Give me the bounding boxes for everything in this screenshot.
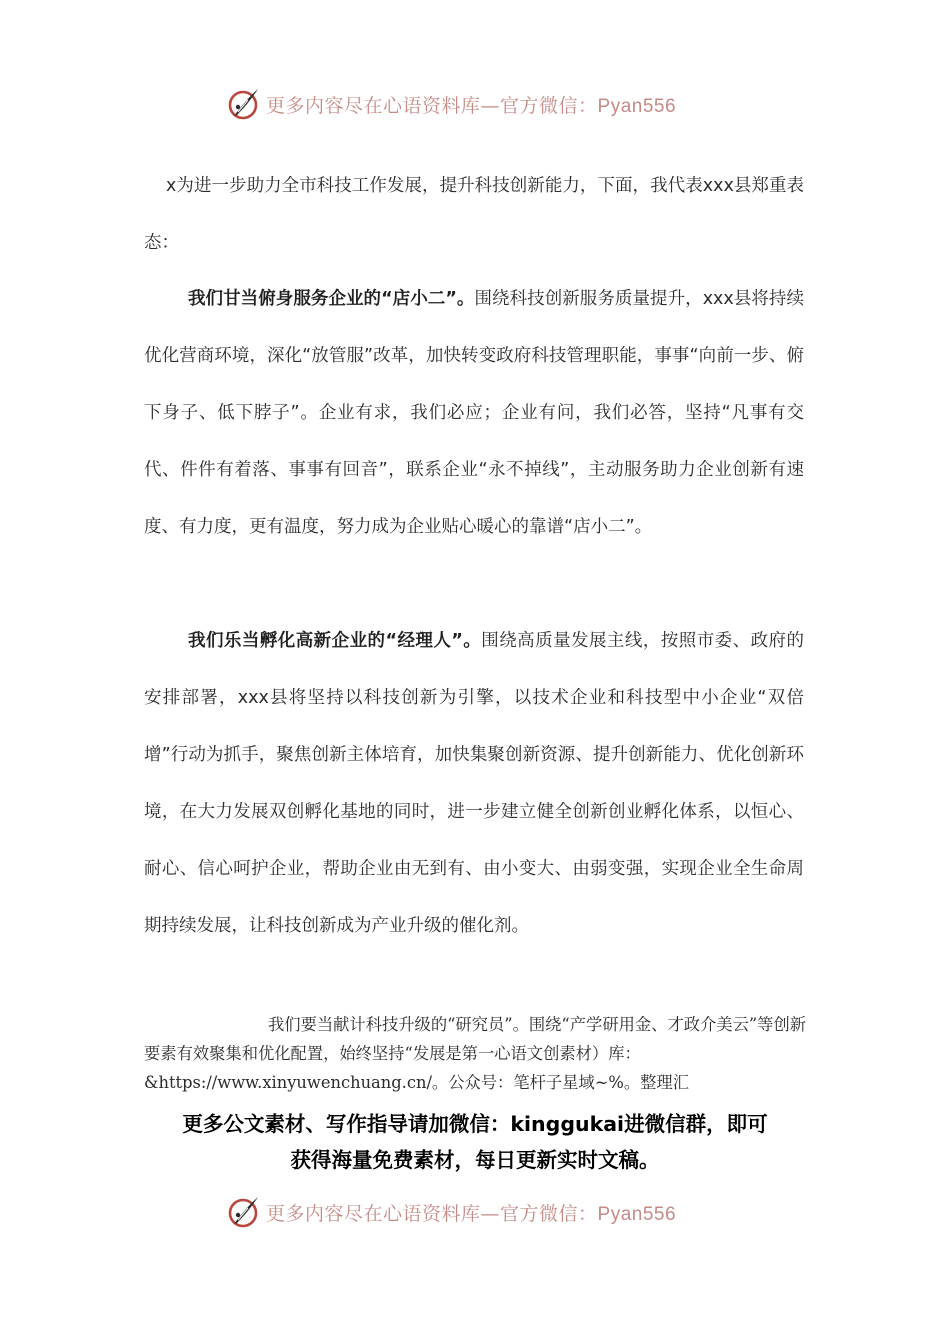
footer-banner [226,1192,746,1232]
quill-logo-icon [226,86,262,122]
quill-logo-icon [226,1194,262,1230]
promo-line-2: 获得海量免费素材，每日更新实时文稿。 [290,1148,660,1172]
paragraph-text: 我们要当献计科技升级的“研究员”。围绕“产学研用金、才政介美云”等创新要素有效聚集和优化配置，始终坚持“发展是第一心语文创素材）库：&https://www.xinyuwenchuang.cn/。公众号：笔杆子星域~%。整理汇 [144,1015,807,1092]
promo-notice [120,1106,830,1178]
promo-line-1: 更多公文素材、写作指导请加微信：kinggukai进微信群，即可 [182,1112,768,1136]
paragraph-researcher [144,1010,808,1097]
intro-text: x为进一步助力全市科技工作发展，提升科技创新能力，下面，我代表xxx县郑重表态： [144,176,804,253]
wechat-id: Pyan556 [597,1203,677,1225]
paragraph-text: 围绕高质量发展主线，按照市委、政府的安排部署，xxx县将坚持以科技创新为引擎，以技术企业和科技型中小企业“双倍增”行动为抓手，聚焦创新主体培育，加快集聚创新资源、提升创新能力、优化创新环境，在大力发展双创孵化基地的同时，进一步建立健全创新创业孵化体系，以恒心、耐心、信心呵护企业，帮助企业由无到有、由小变大、由弱变强，实现企业全生命周期持续发展，让科技创新成为产业升级的催化剂。 [144,631,804,936]
banner-text: 更多内容尽在心语资料库—官方微信：Pyan556 [266,1202,677,1225]
banner-text: 更多内容尽在心语资料库—官方微信：Pyan556 [266,94,677,117]
paragraph-heading: 我们乐当孵化高新企业的“经理人”。 [188,631,482,651]
paragraph-store-helper [144,271,804,556]
paragraph-heading: 我们甘当俯身服务企业的“店小二”。 [188,289,475,309]
paragraph-text: 围绕科技创新服务质量提升，xxx县将持续优化营商环境，深化“放管服”改革，加快转变政府科技管理职能，事事“向前一步、俯下身子、低下脖子”。企业有求，我们必应；企业有问，我们必答，坚持“凡事有交代、件件有着落、事事有回音”，联系企业“永不掉线”，主动服务助力企业创新有速度、有力度，更有温度，努力成为企业贴心暖心的靠谱“店小二”。 [144,289,804,537]
header-banner [226,84,746,124]
intro-paragraph [144,158,804,272]
wechat-id: Pyan556 [597,95,677,117]
paragraph-incubator-manager [144,613,804,955]
